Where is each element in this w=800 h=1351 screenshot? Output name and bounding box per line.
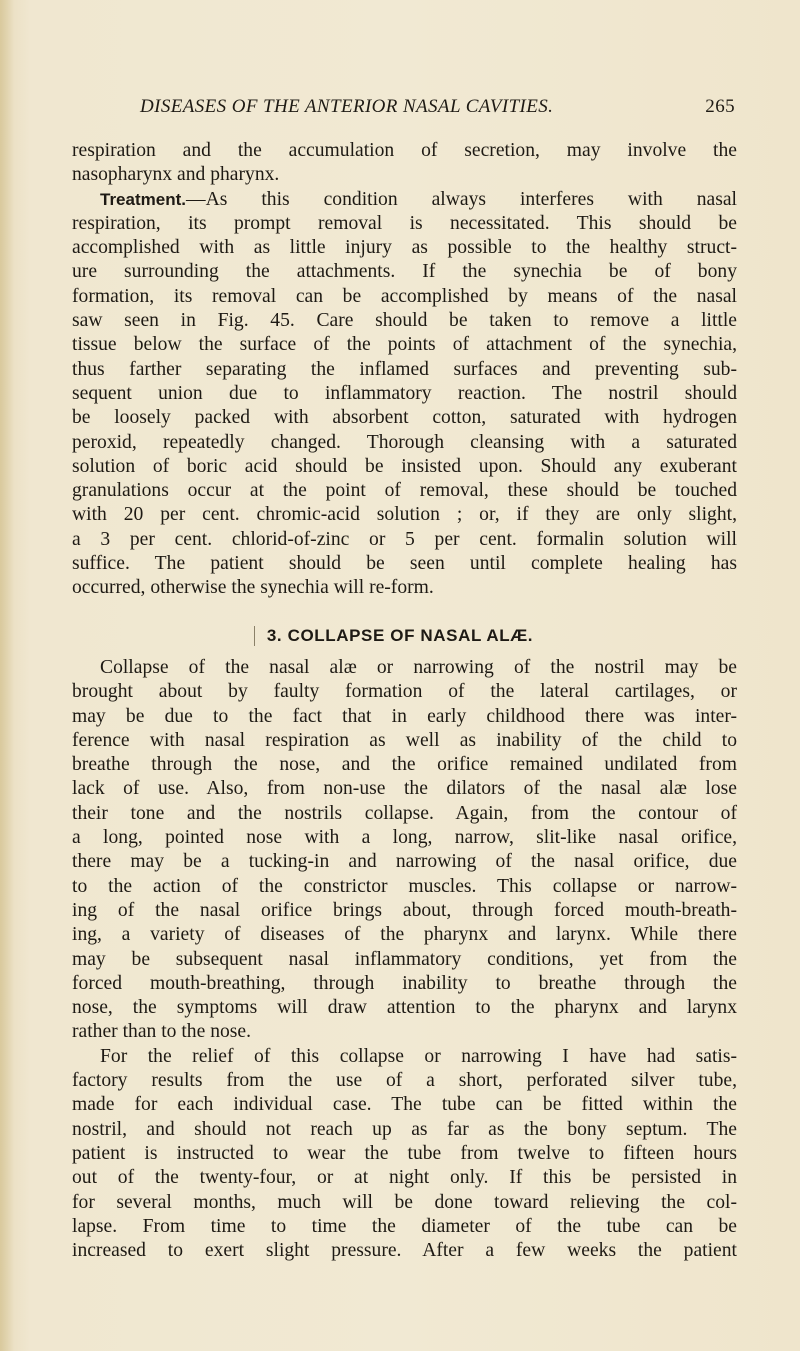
text-line: factory results from the use of a short, perforated silver tube, <box>72 1070 737 1092</box>
text-line: nostril, and should not reach up as far as the bony septum. The <box>72 1118 737 1140</box>
text-line: For the relief of this collapse or narrowing I have had satis- <box>100 1045 737 1067</box>
text-line: respiration and the accumulation of secretion, may involve the <box>72 140 737 161</box>
page-number: 265 <box>705 96 735 117</box>
text-line: forced mouth-breathing, through inability to breathe through the <box>72 972 737 994</box>
text-line: may be subsequent nasal inflammatory conditions, yet from the <box>72 948 737 970</box>
text-line: thus farther separating the inflamed surfaces and preventing sub- <box>72 358 737 380</box>
text-line: a 3 per cent. chlorid-of-zinc or 5 per cent. formalin solution will <box>72 528 737 550</box>
treatment-first-line <box>72 188 737 212</box>
text-line: formation, its removal can be accomplished by means of the nasal <box>72 285 737 307</box>
text-line: saw seen in Fig. 45. Care should be taken to remove a little <box>72 310 737 332</box>
text-line: nose, the symptoms will draw attention to the pharynx and larynx <box>72 997 737 1019</box>
text-line: sequent union due to inflammatory reaction. The nostril should <box>72 382 737 404</box>
text-line: ing of the nasal orifice brings about, through forced mouth-breath- <box>72 899 737 921</box>
text-line: to the action of the constrictor muscles. This collapse or narrow- <box>72 875 737 897</box>
section-heading <box>0 626 800 646</box>
text-line: be loosely packed with absorbent cotton, saturated with hydrogen <box>72 407 737 429</box>
text-line: peroxid, repeatedly changed. Thorough cleansing with a saturated <box>72 431 737 453</box>
gutter-shadow <box>0 0 14 1351</box>
running-title: DISEASES OF THE ANTERIOR NASAL CAVITIES. <box>140 96 554 117</box>
text-line: with 20 per cent. chromic-acid solution ; or, if they are only slight, <box>72 504 737 526</box>
text-line: ing, a variety of diseases of the pharynx and larynx. While there <box>72 924 737 946</box>
text-line: brought about by faulty formation of the lateral cartilages, or <box>72 681 737 703</box>
text-line: lack of use. Also, from non-use the dilators of the nasal alæ lose <box>72 778 737 800</box>
text-line: may be due to the fact that in early childhood there was inter- <box>72 705 737 727</box>
section-1-text <box>72 139 737 601</box>
text-line: suffice. The patient should be seen until complete healing has <box>72 553 737 575</box>
section-2-text <box>72 656 737 1263</box>
section-heading-text: 3. COLLAPSE OF NASAL ALÆ. <box>266 626 534 645</box>
text-line: nasopharynx and pharynx. <box>72 164 280 186</box>
text-line: made for each individual case. The tube can be fitted within the <box>72 1094 737 1116</box>
text-line: there may be a tucking-in and narrowing of the nasal orifice, due <box>72 851 737 873</box>
treatment-label: Treatment. <box>100 189 186 209</box>
text-line: ference with nasal respiration as well as inability of the child to <box>72 729 737 751</box>
margin-mark <box>254 626 255 646</box>
text-line: granulations occur at the point of removal, these should be touched <box>72 480 737 502</box>
running-head <box>140 96 735 126</box>
text-line: Collapse of the nasal alæ or narrowing of the nostril may be <box>100 657 737 678</box>
text-line: occurred, otherwise the synechia will re-form. <box>72 577 434 599</box>
text-line: out of the twenty-four, or at night only. If this be persisted in <box>72 1167 737 1189</box>
text-line: patient is instructed to wear the tube from twelve to fifteen hours <box>72 1142 737 1164</box>
text-line: accomplished with as little injury as possible to the healthy struct- <box>72 237 737 259</box>
text-line: tissue below the surface of the points of attachment of the synechia, <box>72 334 737 356</box>
text-line: a long, pointed nose with a long, narrow, slit-like nasal orifice, <box>72 827 737 849</box>
text-line: lapse. From time to time the diameter of the tube can be <box>72 1215 737 1237</box>
text-line: their tone and the nostrils collapse. Again, from the contour of <box>72 802 737 824</box>
text-line: for several months, much will be done toward relieving the col- <box>72 1191 737 1213</box>
text-line: rather than to the nose. <box>72 1021 252 1043</box>
text-line: ure surrounding the attachments. If the synechia be of bony <box>72 261 737 283</box>
text-line: increased to exert slight pressure. After a few weeks the patient <box>72 1240 737 1262</box>
text-line: breathe through the nose, and the orifice remained undilated from <box>72 754 737 776</box>
text-line: solution of boric acid should be insisted upon. Should any exuberant <box>72 455 737 477</box>
text-line: respiration, its prompt removal is necessitated. This should be <box>72 212 737 234</box>
treatment-first-text: —As this condition always interferes with nasal <box>185 188 737 210</box>
